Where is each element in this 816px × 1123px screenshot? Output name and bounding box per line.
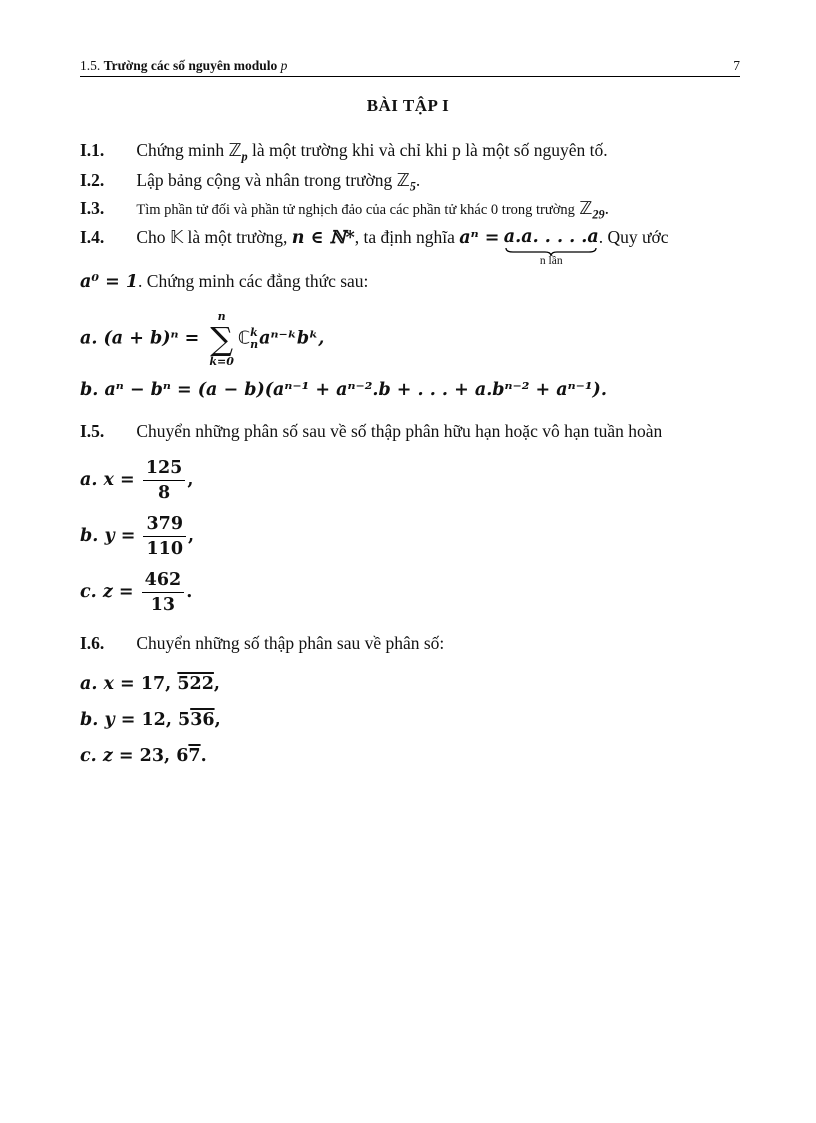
exercise-text: . Chứng minh các đẳng thức sau: xyxy=(138,271,369,291)
exercise-i2 xyxy=(80,170,420,194)
item-variable: x xyxy=(103,470,114,490)
exercise-text-pre: Chứng minh xyxy=(136,140,225,160)
exercise-text-post: . xyxy=(415,170,421,190)
binomial-sub: n xyxy=(250,338,259,351)
header-section xyxy=(80,58,287,74)
exercise-label: I.6. xyxy=(80,633,105,653)
exercise-label: I.4. xyxy=(80,227,105,247)
decimal-item-b: b. y = 12, 536, xyxy=(80,710,221,730)
item-variable: z xyxy=(102,582,113,602)
decimal-nonrepeating: 6 xyxy=(176,746,189,766)
exercise-text-pre: Lập bảng cộng và nhân trong trường xyxy=(136,170,393,190)
item-variable: y xyxy=(104,710,115,730)
field-symbol: ℤ xyxy=(579,199,593,219)
punctuation: , xyxy=(187,470,194,490)
fraction xyxy=(143,458,186,503)
binomial-indices xyxy=(250,327,258,350)
numerator: 379 xyxy=(143,514,186,537)
math-a0: a⁰ = 1 xyxy=(80,272,139,292)
punctuation: . xyxy=(200,746,207,766)
numerator: 462 xyxy=(142,570,185,593)
item-variable: z xyxy=(102,746,113,766)
decimal-integer-part: 17, xyxy=(140,674,172,694)
exercise-i6 xyxy=(80,633,444,654)
section-number: 1.5. xyxy=(80,58,101,73)
decimal-repeating: 36 xyxy=(190,710,215,730)
math-product: a.a. . . . .a xyxy=(503,227,599,247)
equation-b xyxy=(80,380,607,400)
punctuation: , xyxy=(214,710,221,730)
decimal-item-c: c. z = 23, 67. xyxy=(80,746,207,766)
decimal-item-a: a. x = 17, 522, xyxy=(80,674,220,694)
exercise-i4 xyxy=(80,227,669,267)
denominator: 8 xyxy=(158,483,171,503)
equation-a xyxy=(80,310,324,368)
field-symbol: ℤ xyxy=(396,171,410,191)
decimal-repeating: 522 xyxy=(177,674,214,694)
punctuation: . xyxy=(186,582,193,602)
exercise-label: I.2. xyxy=(80,170,105,190)
field-subscript: 29 xyxy=(592,207,605,222)
sum-upper-limit: n xyxy=(217,310,226,323)
equation-rhs-rest: aⁿ⁻ᵏbᵏ, xyxy=(259,328,325,349)
math-n-in-naturals: n ∈ ℕ* xyxy=(291,228,355,248)
exercise-text-post: . Quy ước xyxy=(598,227,669,247)
underbrace-product xyxy=(504,227,599,267)
item-label: b. xyxy=(80,710,99,730)
equation-label: b. xyxy=(80,380,99,400)
punctuation: , xyxy=(213,674,220,694)
running-header xyxy=(80,58,740,77)
summation xyxy=(209,310,234,368)
fraction-item-c: c. z = $\frac{462}{13}$ . xyxy=(80,570,193,615)
field-symbol: 𝕂 xyxy=(169,228,184,248)
denominator: 13 xyxy=(150,595,176,615)
exercise-text-post: là một trường khi và chỉ khi p là một số nguyên tố. xyxy=(252,140,608,160)
decimal-repeating: 7 xyxy=(188,746,201,766)
page-number: 7 xyxy=(733,58,740,73)
numerator: 125 xyxy=(143,458,186,481)
field-subscript: p xyxy=(241,149,248,164)
exercise-label: I.1. xyxy=(80,140,105,160)
sum-lower-limit: k=0 xyxy=(209,355,234,368)
decimal-integer-part: 23, xyxy=(139,746,171,766)
exercise-i3 xyxy=(80,198,609,222)
exercise-heading: BÀI TẬP I xyxy=(366,96,450,115)
exercise-text-mid: là một trường, xyxy=(187,227,288,247)
exercise-i4-line2 xyxy=(80,271,368,292)
math-power: aⁿ = xyxy=(459,228,500,248)
exercise-label: I.5. xyxy=(80,421,105,441)
equation-label: a. xyxy=(80,328,98,349)
section-title: Trường các số nguyên modulo xyxy=(103,58,278,73)
exercise-label: I.3. xyxy=(80,198,105,218)
equation-body: aⁿ − bⁿ = (a − b)(aⁿ⁻¹ + aⁿ⁻².b + . . . + a.bⁿ⁻² + aⁿ⁻¹). xyxy=(104,380,607,400)
decimal-nonrepeating: 5 xyxy=(178,710,191,730)
fraction xyxy=(142,570,185,615)
item-label: c. xyxy=(80,746,97,766)
section-variable: p xyxy=(280,58,288,73)
denominator: 110 xyxy=(146,539,183,559)
sum-sign: ∑ xyxy=(210,320,234,358)
item-variable: y xyxy=(104,526,115,546)
item-label: a. xyxy=(80,674,98,694)
fraction-item-b: b. y = $\frac{379}{110}$ , xyxy=(80,514,195,559)
exercise-text-post: . xyxy=(604,198,609,218)
fraction-item-a: a. x = $\frac{125}{8}$ , xyxy=(80,458,194,503)
decimal-integer-part: 12, xyxy=(141,710,172,730)
item-label: a. xyxy=(80,470,98,490)
item-label: c. xyxy=(80,582,97,602)
equation-lhs: (a + b)ⁿ = xyxy=(103,328,200,349)
underbrace-label: n lần xyxy=(539,255,563,267)
punctuation: , xyxy=(188,526,195,546)
item-variable: x xyxy=(103,674,114,694)
exercise-text: Chuyển những số thập phân sau về phân số: xyxy=(136,633,445,653)
exercise-i5 xyxy=(80,421,662,442)
fraction xyxy=(143,514,186,559)
item-label: b. xyxy=(80,526,99,546)
exercise-text-pre: Cho xyxy=(136,227,166,247)
field-subscript: 5 xyxy=(409,179,416,194)
exercise-i1 xyxy=(80,140,608,164)
exercise-text-pre: Tìm phần tử đối và phần tử nghịch đảo của các phần tử khác 0 trong trường xyxy=(136,202,575,218)
binomial-sup: k xyxy=(250,326,258,340)
field-symbol: ℤ xyxy=(228,141,242,161)
binomial-symbol: ℂ xyxy=(237,328,251,349)
exercise-text-def: , ta định nghĩa xyxy=(354,227,455,247)
exercise-text: Chuyển những phân số sau về số thập phân hữu hạn hoặc vô hạn tuần hoàn xyxy=(136,421,663,441)
